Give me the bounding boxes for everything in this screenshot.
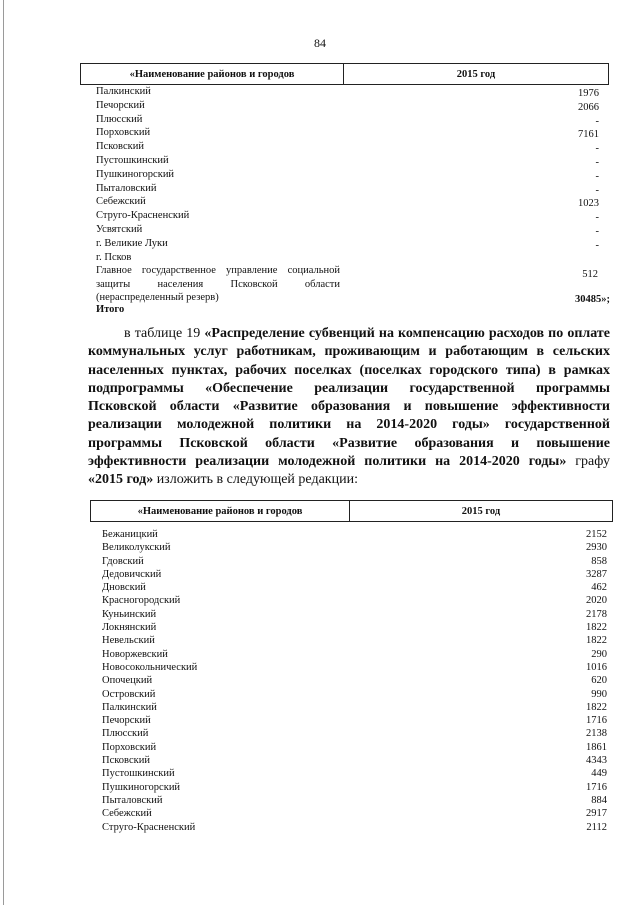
amount-value: - xyxy=(595,212,599,224)
district-name: Невельский xyxy=(102,635,155,647)
district-name: Опочецкий xyxy=(102,675,153,687)
district-name: Пыталовский xyxy=(96,182,157,194)
amount-value: 3287 xyxy=(586,568,607,580)
table-row xyxy=(102,595,607,608)
district-name: Красногородский xyxy=(102,595,181,607)
table-row xyxy=(102,529,607,542)
district-name: Гдовский xyxy=(102,555,144,567)
district-name: Островский xyxy=(102,688,156,700)
district-name: Пушкиногорский xyxy=(102,781,181,793)
amount-value: 1822 xyxy=(586,701,607,713)
district-name: Дновский xyxy=(102,582,146,594)
amount-value: - xyxy=(595,225,599,237)
amount-value: - xyxy=(595,156,599,168)
amount-value: 1016 xyxy=(586,661,607,673)
table-row xyxy=(102,675,607,688)
amount-value: 1976 xyxy=(578,88,599,99)
paragraph-table-title: «Распределение субвенций на компенсацию расходов по оплате коммунальных услуг работникам, проживающим и работающим в сельских населенных пунктах, рабочих поселках (поселках городского типа) в рамках подпрограммы «Обеспечение реализации государственной программы Псковской области «Развитие образования и повышение эффективности реализации молодежной политики на 2014-2020 годы» государственной программы Псковской области «Развитие образования и повышение эффективности реализации молодежной политики на 2014-2020 годы» xyxy=(88,326,610,470)
district-name: Пыталовский xyxy=(102,794,163,806)
amount-value: - xyxy=(595,239,599,251)
table2-header xyxy=(90,500,613,522)
table-row xyxy=(102,768,607,781)
table2-name-header: «Наименование районов и городов xyxy=(91,501,350,521)
paragraph-column-name: «2015 год» xyxy=(88,472,154,488)
table-row xyxy=(102,689,607,702)
table-row xyxy=(96,224,599,238)
amount-value: - xyxy=(595,143,599,155)
paragraph-mid: графу xyxy=(566,454,610,470)
table2-body xyxy=(102,529,607,835)
table-row xyxy=(102,649,607,662)
table1-total-label: Итого xyxy=(96,304,125,315)
table-row xyxy=(96,196,599,210)
district-name: Дедовичский xyxy=(102,568,162,580)
amount-value: 884 xyxy=(591,794,607,806)
table1-reserve-value: 512 xyxy=(582,269,598,280)
district-name: Псковский xyxy=(96,141,144,153)
table-row xyxy=(96,183,599,197)
amendment-paragraph xyxy=(88,325,610,490)
district-name: Великолукский xyxy=(102,542,171,554)
district-name: Печорский xyxy=(102,715,151,727)
district-name: г. Псков xyxy=(96,251,132,263)
district-name: Себежский xyxy=(102,808,152,820)
paragraph-end: изложить в следующей редакции: xyxy=(153,472,358,488)
amount-value: 2020 xyxy=(586,595,607,607)
table1-reserve-label: Главное государственное управление социальной защиты населения Псковской области (нераспределенный резерв) xyxy=(96,265,340,303)
table-row xyxy=(102,542,607,555)
table1-name-header: «Наименование районов и городов xyxy=(81,64,344,84)
district-name: Бежаницкий xyxy=(102,529,158,540)
amount-value: - xyxy=(595,184,599,196)
table-row xyxy=(102,755,607,768)
scan-edge-line xyxy=(3,0,4,905)
amount-value: 2066 xyxy=(578,101,599,113)
district-name: Порховский xyxy=(102,741,157,753)
table-row xyxy=(96,100,599,114)
table-row xyxy=(102,782,607,795)
district-name: Новоржевский xyxy=(102,648,168,660)
amount-value: 2178 xyxy=(586,608,607,620)
table-row xyxy=(96,155,599,169)
table-row xyxy=(102,569,607,582)
table-row xyxy=(102,609,607,622)
amount-value: 990 xyxy=(591,688,607,700)
table-row xyxy=(102,622,607,635)
table-row xyxy=(102,742,607,755)
table-row xyxy=(96,86,599,100)
table-row xyxy=(96,141,599,155)
table-row xyxy=(96,114,599,128)
table-row xyxy=(96,238,599,252)
district-name: Куньинский xyxy=(102,608,157,620)
amount-value: 2112 xyxy=(586,821,607,833)
amount-value: - xyxy=(595,170,599,182)
district-name: Пустошкинский xyxy=(102,768,175,780)
table-row xyxy=(102,582,607,595)
district-name: Локнянский xyxy=(102,622,157,634)
table1-body xyxy=(96,86,599,265)
table-row xyxy=(102,635,607,648)
district-name: Пушкиногорский xyxy=(96,168,175,180)
amount-value: 2930 xyxy=(586,542,607,554)
district-name: Струго-Красненский xyxy=(102,821,196,833)
amount-value: 290 xyxy=(591,648,607,660)
table-row xyxy=(102,795,607,808)
table-row xyxy=(102,808,607,821)
district-name: Новосокольнический xyxy=(102,661,198,673)
district-name: Усвятский xyxy=(96,223,143,235)
table-row xyxy=(102,662,607,675)
page-number: 84 xyxy=(314,36,326,50)
amount-value: 1822 xyxy=(586,622,607,634)
table-row xyxy=(102,715,607,728)
district-name: Порховский xyxy=(96,127,151,139)
amount-value: 2152 xyxy=(586,529,607,540)
table-row xyxy=(96,127,599,141)
amount-value: 1861 xyxy=(586,741,607,753)
amount-value: - xyxy=(595,115,599,127)
table-row xyxy=(102,702,607,715)
amount-value: 1716 xyxy=(586,781,607,793)
amount-value: 858 xyxy=(591,555,607,567)
amount-value: 462 xyxy=(591,582,607,594)
district-name: г. Великие Луки xyxy=(96,237,168,249)
table-row xyxy=(102,728,607,741)
table-row xyxy=(102,556,607,569)
district-name: Себежский xyxy=(96,196,146,208)
amount-value: 1023 xyxy=(578,198,599,210)
district-name: Струго-Красненский xyxy=(96,210,190,222)
table-row xyxy=(102,822,607,835)
amount-value: 449 xyxy=(591,768,607,780)
amount-value: 1716 xyxy=(586,715,607,727)
district-name: Псковский xyxy=(102,755,150,767)
paragraph-intro: в таблице 19 xyxy=(124,326,205,341)
amount-value: 2138 xyxy=(586,728,607,740)
table1-year-header: 2015 год xyxy=(456,68,496,80)
district-name: Пустошкинский xyxy=(96,154,169,166)
table1-total-value: 30485»; xyxy=(575,294,610,305)
table1-header xyxy=(80,63,609,85)
district-name: Плюсский xyxy=(96,113,143,125)
district-name: Палкинский xyxy=(96,86,151,97)
amount-value: 4343 xyxy=(586,755,607,767)
district-name: Плюсский xyxy=(102,728,149,740)
district-name: Палкинский xyxy=(102,701,157,713)
amount-value: 1822 xyxy=(586,635,607,647)
table-row xyxy=(96,169,599,183)
amount-value: 620 xyxy=(591,675,607,687)
district-name: Печорский xyxy=(96,99,145,111)
amount-value: 2917 xyxy=(586,808,607,820)
table-row xyxy=(96,210,599,224)
table2-year-header: 2015 год xyxy=(461,505,501,517)
amount-value: 7161 xyxy=(578,129,599,141)
